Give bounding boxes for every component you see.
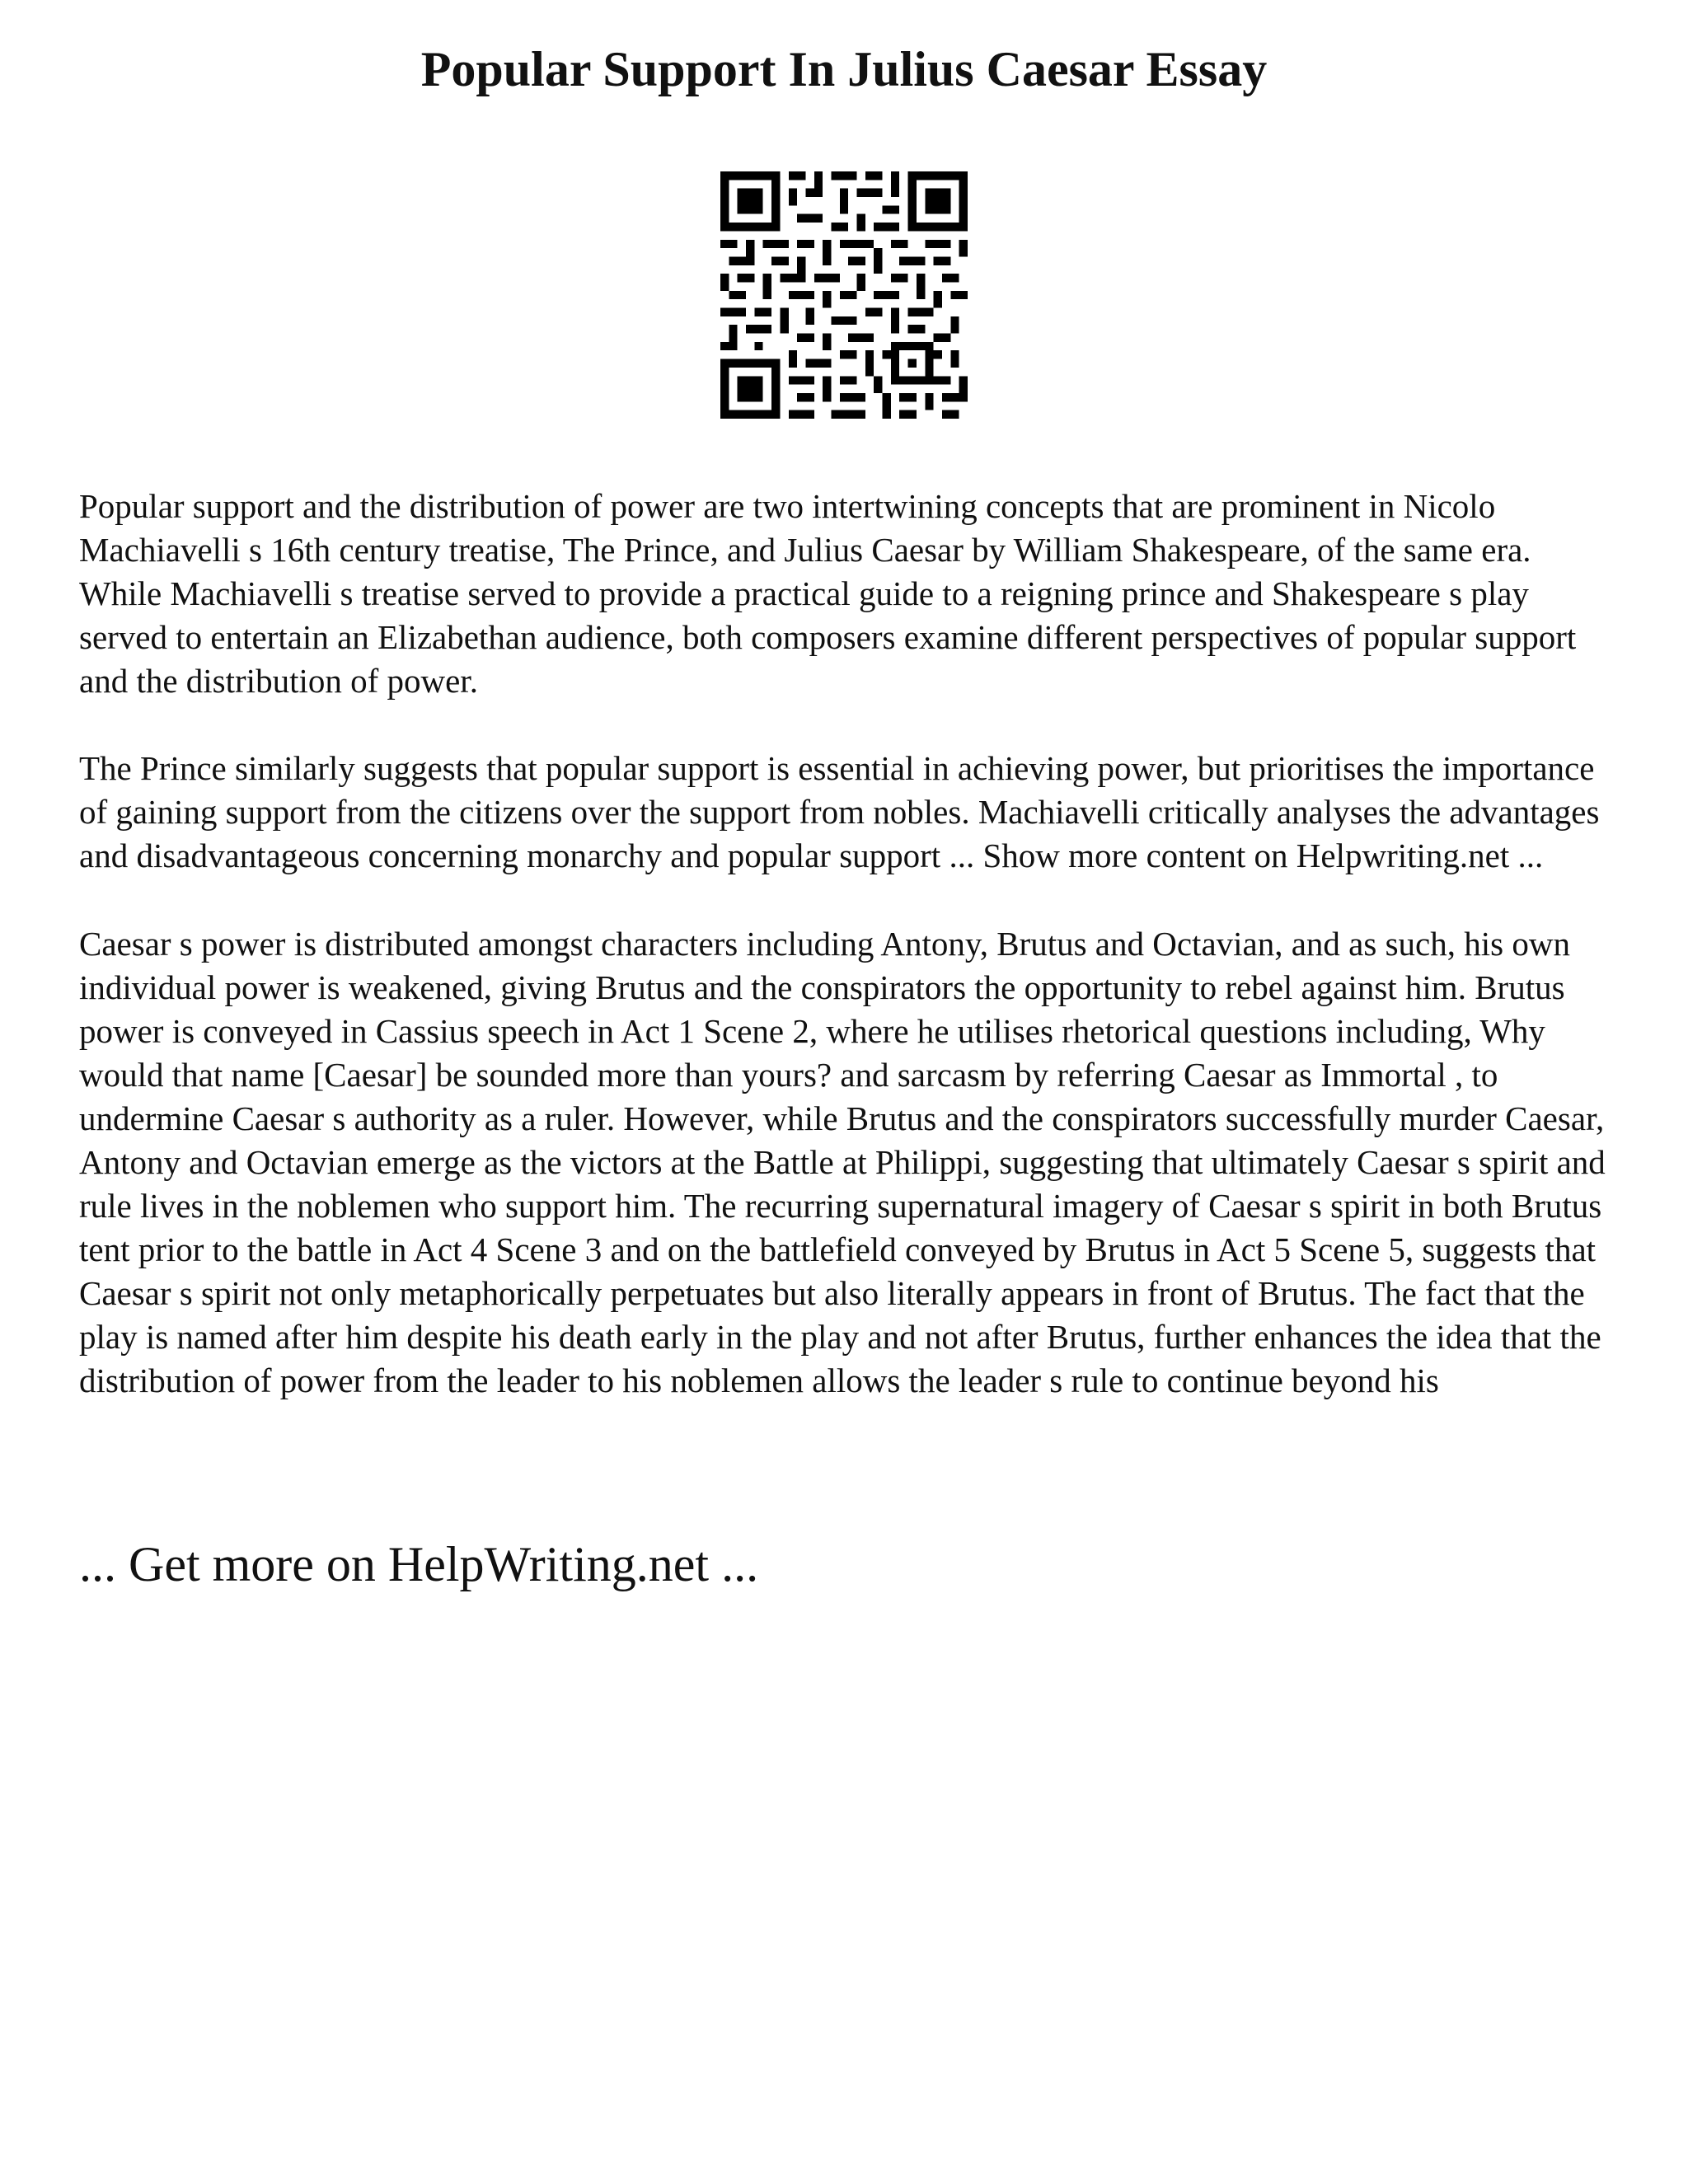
qr-code-icon[interactable] xyxy=(720,171,968,419)
intro-paragraph: Popular support and the distribution of power are two intertwining concepts that are prominent in Nicolo Machiavelli s 16th century treatise, The Prince, and Julius Caesar by William Shakespeare, of the same era. While Machiavelli s treatise served to provide a practical guide to a reigning prince and Shakespeare s play served to entertain an Elizabethan audience, both composers examine different perspectives of popular support and the distribution of power. xyxy=(79,487,1577,700)
body-paragraph-caesar: Caesar s power is distributed amongst characters including Antony, Brutus and Octavian, and as such, his own individual power is weakened, giving Brutus and the conspirators the opportunity to rebel against him. Brutus power is conveyed in Cassius speech in Act 1 Scene 2, where he utilises rhetorical questions including, Why would that name [Caesar] be sounded more than yours? and sarcasm by referring Caesar as Immortal , to undermine Caesar s authority as a ruler. However, while Brutus and the conspirators successfully murder Caesar, Antony and Octavian emerge as the victors at the Battle at Philippi, suggesting that ultimately Caesar s spirit and rule lives in the noblemen who support him. The recurring supernatural imagery of Caesar s spirit in both Brutus tent prior to the battle in Act 4 Scene 3 and on the battlefield conveyed by Brutus in Act 5 Scene 5, suggests that Caesar s spirit not only metaphorically perpetuates but also literally appears in front of Brutus. The fact that the play is named after him despite his death early in the play and not after Brutus, further enhances the idea that the distribution of power from the leader to his noblemen allows the leader s rule to continue beyond his xyxy=(79,925,1606,1399)
get-more-link[interactable]: ... Get more on HelpWriting.net ... xyxy=(79,1537,759,1591)
page-title: Popular Support In Julius Caesar Essay xyxy=(420,42,1268,96)
body-paragraph-prince: The Prince similarly suggests that popular support is essential in achieving power, but prioritises the importance of gaining support from the citizens over the support from nobles. Machiavelli critically analyses the advantages and disadvantageous concerning monarchy and popular support ... Show more content on Helpwriting.net ... xyxy=(79,749,1600,874)
